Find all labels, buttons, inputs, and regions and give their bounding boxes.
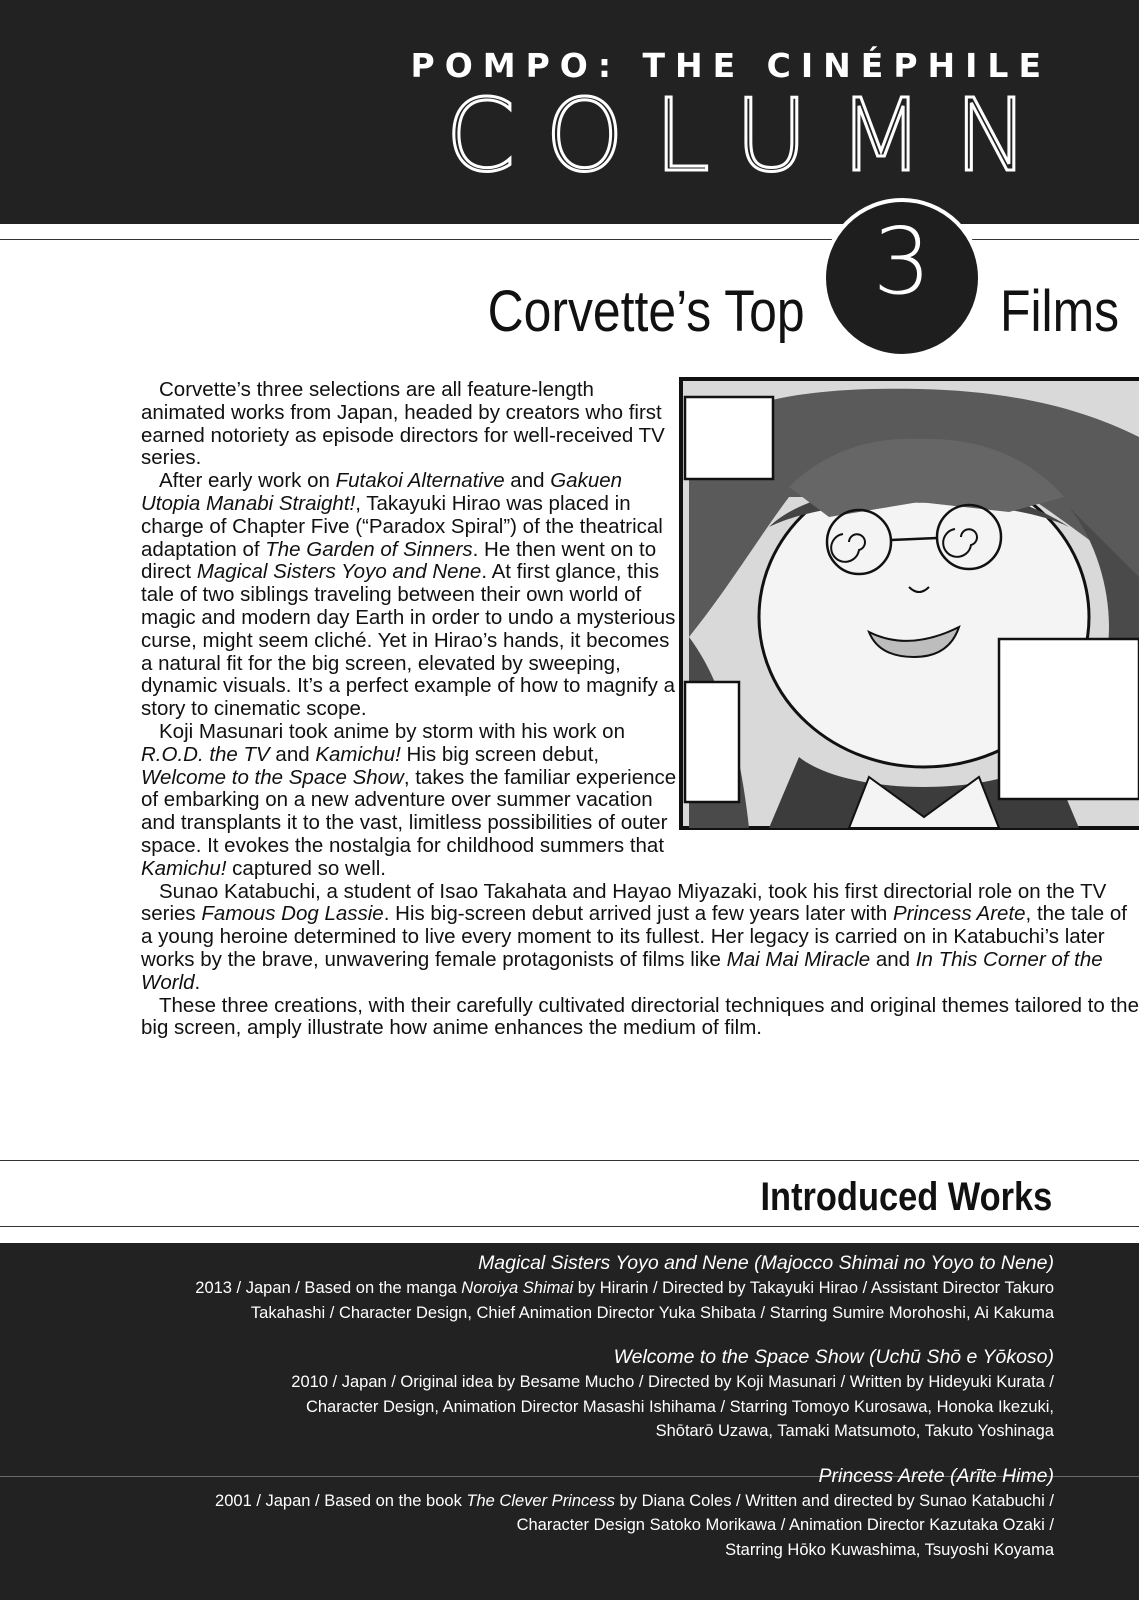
work-entry: [54, 1463, 1054, 1563]
article-body: [141, 379, 1139, 1040]
text-run: Character Design, Animation Director Masashi Ishihama / Starring Tomoyo Kurosawa, Honoka Ikezuki,: [305, 1397, 1054, 1416]
article-paragraph: [141, 881, 1139, 995]
heading-right-text: Films: [1000, 279, 1120, 344]
text-run: Corvette’s three selections are all feature-length animated works from Japan, headed by creators who first earned notoriety as episode directors for well-received TV series.: [141, 378, 665, 470]
text-run: Shōtarō Uzawa, Tamaki Matsumoto, Takuto Yoshinaga: [655, 1422, 1054, 1440]
manga-panel-illustration: [679, 377, 1139, 830]
works-bottom-rule: [0, 1226, 1139, 1227]
work-entry: [54, 1250, 1054, 1325]
work-title: Magical Sisters Yoyo and Nene (Majocco Shimai no Yoyo to Nene): [478, 1252, 1054, 1274]
text-run: Character Design Satoko Morikawa / Animation Director Kazutaka Ozaki /: [516, 1516, 1054, 1534]
italic-title: R.O.D. the TV: [141, 742, 270, 766]
work-title: Welcome to the Space Show (Uchū Shō e Yōkoso): [613, 1346, 1054, 1368]
text-run: These three creations, with their carefully cultivated directorial techniques and original themes tailored to the big screen, amply illustrate how anime enhances the medium of film.: [141, 993, 1139, 1040]
introduced-works-heading: Introduced Works: [760, 1175, 1052, 1219]
italic-title: The Garden of Sinners: [265, 537, 473, 561]
number-badge-value: 3: [872, 208, 932, 315]
text-run: Koji Masunari took anime by storm with his work on: [159, 719, 625, 743]
italic-title: In This Corner of the World: [141, 947, 1103, 994]
works-top-rule: [0, 1160, 1139, 1161]
work-credit-line: [54, 1489, 1054, 1514]
text-run: and: [504, 469, 551, 493]
italic-title: Welcome to the Space Show: [141, 765, 404, 789]
text-run: and: [870, 947, 916, 971]
text-run: . His big-screen debut arrived just a few years later with: [383, 902, 893, 926]
text-run: . He then went on to direct: [141, 537, 657, 584]
italic-title: Noroiya Shimai: [461, 1279, 574, 1297]
text-run: by Diana Coles / Written and directed by Sunao Katabuchi /: [614, 1491, 1054, 1510]
text-run: His big screen debut,: [400, 742, 600, 766]
text-run: .: [194, 970, 201, 994]
text-run: Starring Hōko Kuwashima, Tsuyoshi Koyama: [725, 1540, 1054, 1559]
work-credit-line: [54, 1419, 1054, 1444]
italic-title: Mai Mai Miracle: [726, 947, 871, 971]
work-credit-line: [54, 1301, 1054, 1326]
italic-title: Kamichu!: [141, 856, 227, 880]
text-run: . At first glance, this tale of two siblings traveling between their own world of magic and modern day Earth in order to undo a mysterious curse, might seem cliché. Yet in Hirao’s hands, it becomes a natural fit for the big screen, elevated by sweeping, dynamic visuals. It’s a perfect example of how to magnify a story to cinematic scope.: [141, 560, 676, 721]
work-entry: [54, 1344, 1054, 1444]
italic-title: Kamichu!: [315, 742, 401, 766]
work-credit-line: [54, 1370, 1054, 1395]
text-run: 2010 / Japan / Original idea by Besame Mucho / Directed by Koji Masunari / Written by Hideyuki Kurata /: [291, 1373, 1054, 1391]
italic-title: Famous Dog Lassie: [201, 902, 384, 926]
work-credit-line: [54, 1395, 1054, 1420]
italic-title: Futakoi Alternative: [335, 469, 505, 493]
text-run: by Hirarin / Directed by Takayuki Hirao / Assistant Director Takuro: [573, 1279, 1054, 1297]
text-run: 2013 / Japan / Based on the manga: [195, 1279, 462, 1297]
work-credit-line: [54, 1276, 1054, 1301]
italic-title: Magical Sisters Yoyo and Nene: [196, 560, 482, 584]
text-run: , the tale of a young heroine determined to live every moment to its fullest. Her legacy is carried on in Katabuchi’s later works by the brave, unwavering female protagonists of films like: [141, 902, 1127, 971]
italic-title: Gakuen Utopia Manabi Straight!: [141, 469, 623, 515]
text-run: Takahashi / Character Design, Chief Animation Director Yuka Shibata / Starring Sumire Morohoshi, Ai Kakuma: [250, 1303, 1054, 1322]
heading-left-text: Corvette’s Top: [487, 279, 805, 344]
text-run: Sunao Katabuchi, a student of Isao Takahata and Hayao Miyazaki, took his first directorial role on the TV series: [141, 879, 1107, 926]
work-credit-line: [54, 1538, 1054, 1563]
italic-title: The Clever Princess: [466, 1491, 615, 1510]
text-run: , takes the familiar experience of embarking on a new adventure over summer vacation and transplants it to the vast, limitless possibilities of outer space. It evokes the nostalgia for childhood summers that: [141, 765, 677, 857]
work-title: Princess Arete (Arīte Hime): [818, 1464, 1054, 1487]
text-run: and: [269, 742, 316, 766]
text-run: captured so well.: [226, 856, 386, 880]
text-run: After early work on: [159, 469, 336, 493]
works-list: [54, 1250, 1054, 1581]
italic-title: Princess Arete: [893, 902, 1026, 926]
article-paragraph: [141, 995, 1139, 1041]
series-title: POMPO: THE CINÉPHILE: [410, 46, 1051, 85]
work-credit-line: [54, 1513, 1054, 1538]
text-run: 2001 / Japan / Based on the book: [215, 1491, 467, 1510]
column-label: COLUMN: [445, 77, 1059, 194]
number-badge: [822, 198, 982, 358]
text-run: , Takayuki Hirao was placed in charge of Chapter Five (“Paradox Spiral”) of the theatrical adaptation of: [141, 491, 663, 561]
